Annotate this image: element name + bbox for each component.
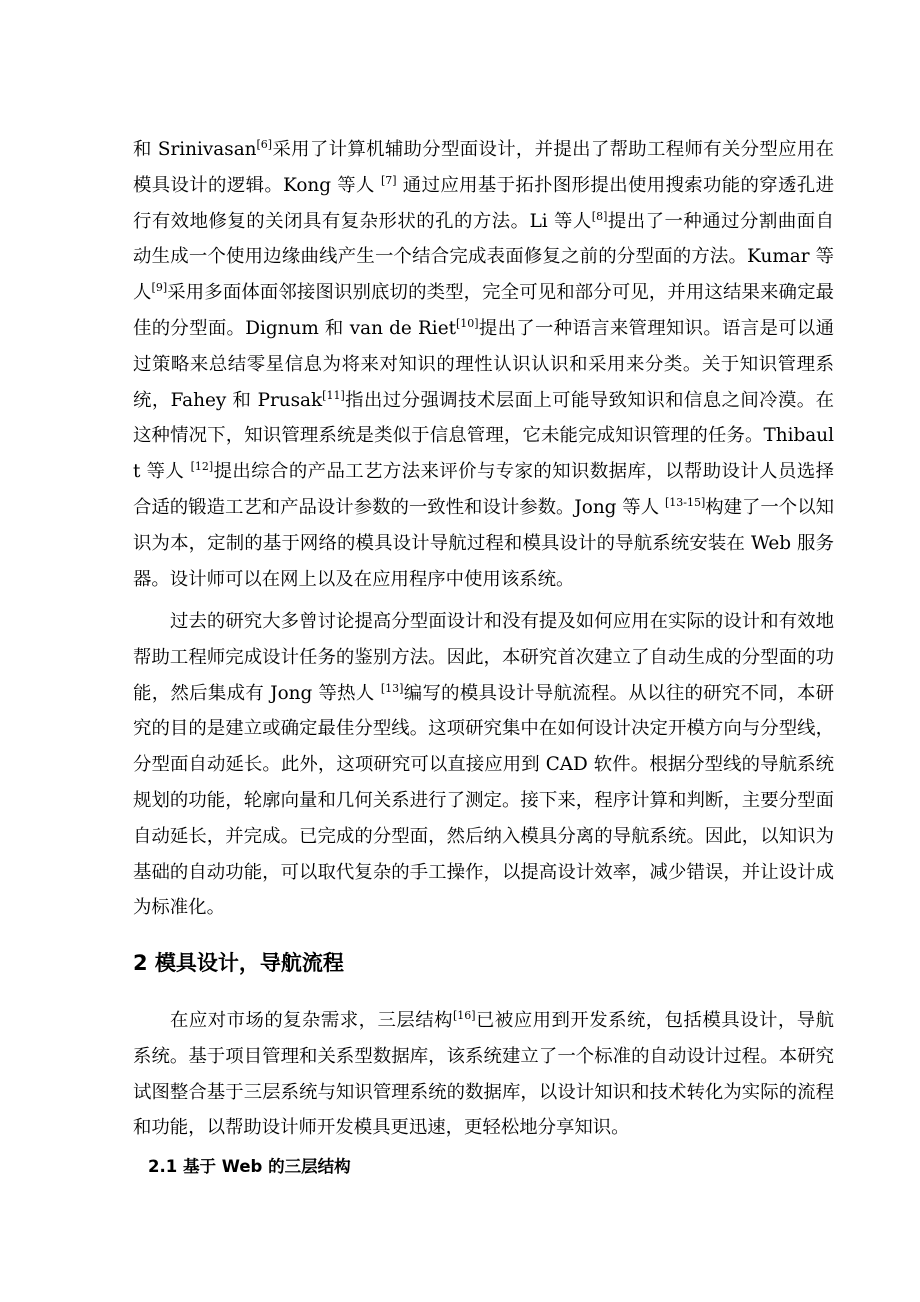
- citation-ref: [10]: [455, 316, 479, 330]
- citation-ref: [8]: [591, 209, 608, 223]
- citation-ref: [9]: [151, 281, 168, 295]
- text-run: 编写的模具设计导航流程。从以往的研究不同，本研究的目的是建立或确定最佳分型线。这项研究集中在如何设计决定开模方向与分型线，分型面自动延长。此外，这项研究可以直接应用到 CAD 软件。根据分型线的导航系统规划的功能，轮廓向量和几何关系进行了测定。接下来，程序计算和判断，主要分型面自动延长，并完成。已完成的分型面，然后纳入模具分离的导航系统。因此，以知识为基础的自动功能，可以取代复杂的手工操作，以提高设计效率，减少错误，并让设计成为标准化。: [133, 682, 834, 919]
- body-paragraph-2: [133, 604, 834, 926]
- section-heading: 2 模具设计，导航流程: [133, 951, 344, 975]
- text-run: 指出过分强调技术层面上可能导致知识和信息之间冷漠。在这种情况下，知识管理系统是类似于信息管理，它未能完成知识管理的任务。Thibault 等人: [133, 389, 834, 483]
- citation-ref: [13]: [380, 681, 404, 695]
- body-paragraph-3: [133, 1003, 834, 1146]
- text-run: 采用多面体面邻接图识别底切的类型，完全可见和部分可见，并用这结果来确定最佳的分型面。Dignum 和 van de Riet: [133, 282, 834, 339]
- citation-ref: [13-15]: [664, 495, 706, 509]
- body-paragraph-1: [133, 132, 834, 597]
- citation-ref: [16]: [452, 1008, 476, 1022]
- text-run: 已被应用到开发系统，包括模具设计，导航系统。基于项目管理和关系型数据库，该系统建立了一个标准的自动设计过程。本研究试图整合基于三层系统与知识管理系统的数据库，以设计知识和技术转化为实际的流程和功能，以帮助设计师开发模具更迅速，更轻松地分享知识。: [133, 1010, 834, 1139]
- subsection-heading: 2.1 基于 Web 的三层结构: [148, 1157, 351, 1176]
- text-run: 和 Srinivasan: [133, 139, 257, 160]
- text-run: 过去的研究大多曾讨论提高分型面设计和没有提及如何应用在实际的设计和有效地帮助工程师完成设计任务的鉴别方法。因此，本研究首次建立了自动生成的分型面的功能，然后集成有 Jong 等热人: [133, 611, 834, 704]
- text-run: 提出了一种语言来管理知识。语言是可以通过策略来总结零星信息为将来对知识的理性认识认识和采用来分类。关于知识管理系统，Fahey 和 Prusak: [133, 317, 834, 411]
- text-run: 提出综合的产品工艺方法来评价与专家的知识数据库，以帮助设计人员选择合适的锻造工艺和产品设计参数的一致性和设计参数。Jong 等人: [133, 461, 834, 518]
- citation-ref: [7]: [381, 173, 397, 187]
- text-run: 构建了一个以知识为本，定制的基于网络的模具设计导航过程和模具设计的导航系统安装在 Web 服务器。设计师可以在网上以及在应用程序中使用该系统。: [133, 496, 834, 590]
- text-run: 提出了一种通过分割曲面自动生成一个使用边缘曲线产生一个结合完成表面修复之前的分型面的方法。Kumar 等人: [133, 210, 834, 304]
- text-run: 在应对市场的复杂需求，三层结构: [170, 1010, 453, 1031]
- text-run: 通过应用基于拓扑图形提出使用搜索功能的穿透孔进行有效地修复的关闭具有复杂形状的孔的方法。Li 等人: [133, 174, 834, 232]
- citation-ref: [11]: [322, 388, 345, 402]
- citation-ref: [12]: [190, 460, 214, 474]
- text-run: 采用了计算机辅助分型面设计，并提出了帮助工程师有关分型应用在模具设计的逻辑。Kong 等人: [133, 139, 834, 196]
- citation-ref: [6]: [256, 137, 273, 151]
